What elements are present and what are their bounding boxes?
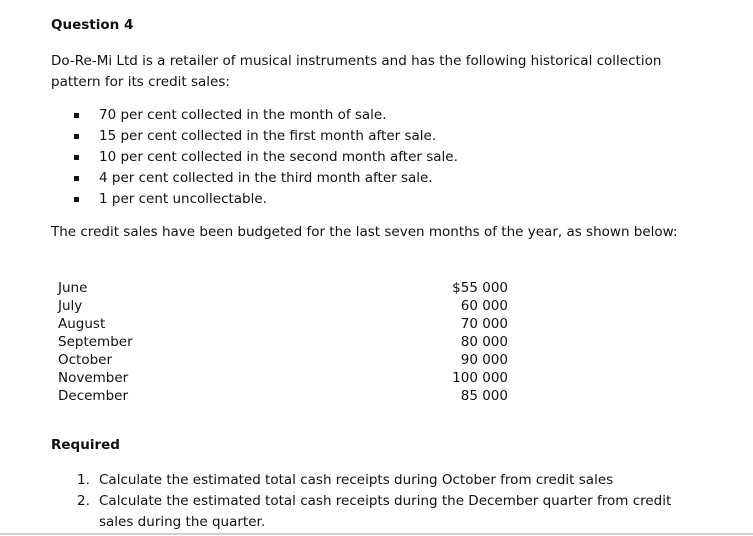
amount-cell: $55 000 [452, 280, 508, 296]
list-item-text: 10 per cent collected in the second month after sale. [99, 149, 458, 165]
table-row [58, 297, 508, 315]
list-item [72, 147, 458, 168]
month-cell: August [58, 316, 106, 332]
amount-cell: 80 000 [460, 334, 508, 350]
amount-cell: 70 000 [460, 316, 508, 332]
list-item-text: 70 per cent collected in the month of sale. [99, 107, 387, 123]
required-heading: Required [51, 437, 120, 453]
bullet-square-icon [74, 197, 79, 202]
amount-cell: 100 000 [452, 370, 508, 386]
bullet-square-icon [74, 155, 79, 160]
list-item [72, 189, 458, 210]
list-item [72, 168, 458, 189]
table-row [58, 387, 508, 405]
question-title: Question 4 [51, 17, 134, 33]
task-number: 1. [77, 472, 90, 488]
list-item [77, 470, 677, 491]
month-cell: June [58, 280, 88, 296]
month-cell: December [58, 388, 129, 404]
bottom-divider [0, 533, 753, 535]
table-row [58, 333, 508, 351]
table-row [58, 279, 508, 297]
table-row [58, 351, 508, 369]
bullet-square-icon [74, 176, 79, 181]
list-item-text: 4 per cent collected in the third month after sale. [99, 170, 433, 186]
list-item [72, 126, 458, 147]
bullet-square-icon [74, 134, 79, 139]
task-text: Calculate the estimated total cash receipts during October from credit sales [99, 472, 614, 488]
question-intro: Do-Re-Mi Ltd is a retailer of musical instruments and has the following historical collection pattern for its credit sales: [51, 53, 662, 90]
bullet-square-icon [74, 113, 79, 118]
required-tasks-list [77, 470, 677, 533]
list-item-text: 15 per cent collected in the first month after sale. [99, 128, 437, 144]
task-text: Calculate the estimated total cash receipts during the December quarter from credit sales during the quarter. [99, 493, 672, 530]
list-item [77, 491, 677, 533]
credit-sales-table [58, 279, 508, 405]
task-number: 2. [77, 493, 90, 509]
month-cell: November [58, 370, 129, 386]
amount-cell: 60 000 [460, 298, 508, 314]
budget-intro: The credit sales have been budgeted for the last seven months of the year, as shown below: [51, 224, 678, 240]
list-item-text: 1 per cent uncollectable. [99, 191, 267, 207]
table-row [58, 315, 508, 333]
table-row [58, 369, 508, 387]
amount-cell: 85 000 [460, 388, 508, 404]
collection-pattern-list [72, 105, 458, 210]
month-cell: October [58, 352, 113, 368]
month-cell: July [58, 298, 83, 314]
month-cell: September [58, 334, 133, 350]
amount-cell: 90 000 [460, 352, 508, 368]
list-item [72, 105, 458, 126]
